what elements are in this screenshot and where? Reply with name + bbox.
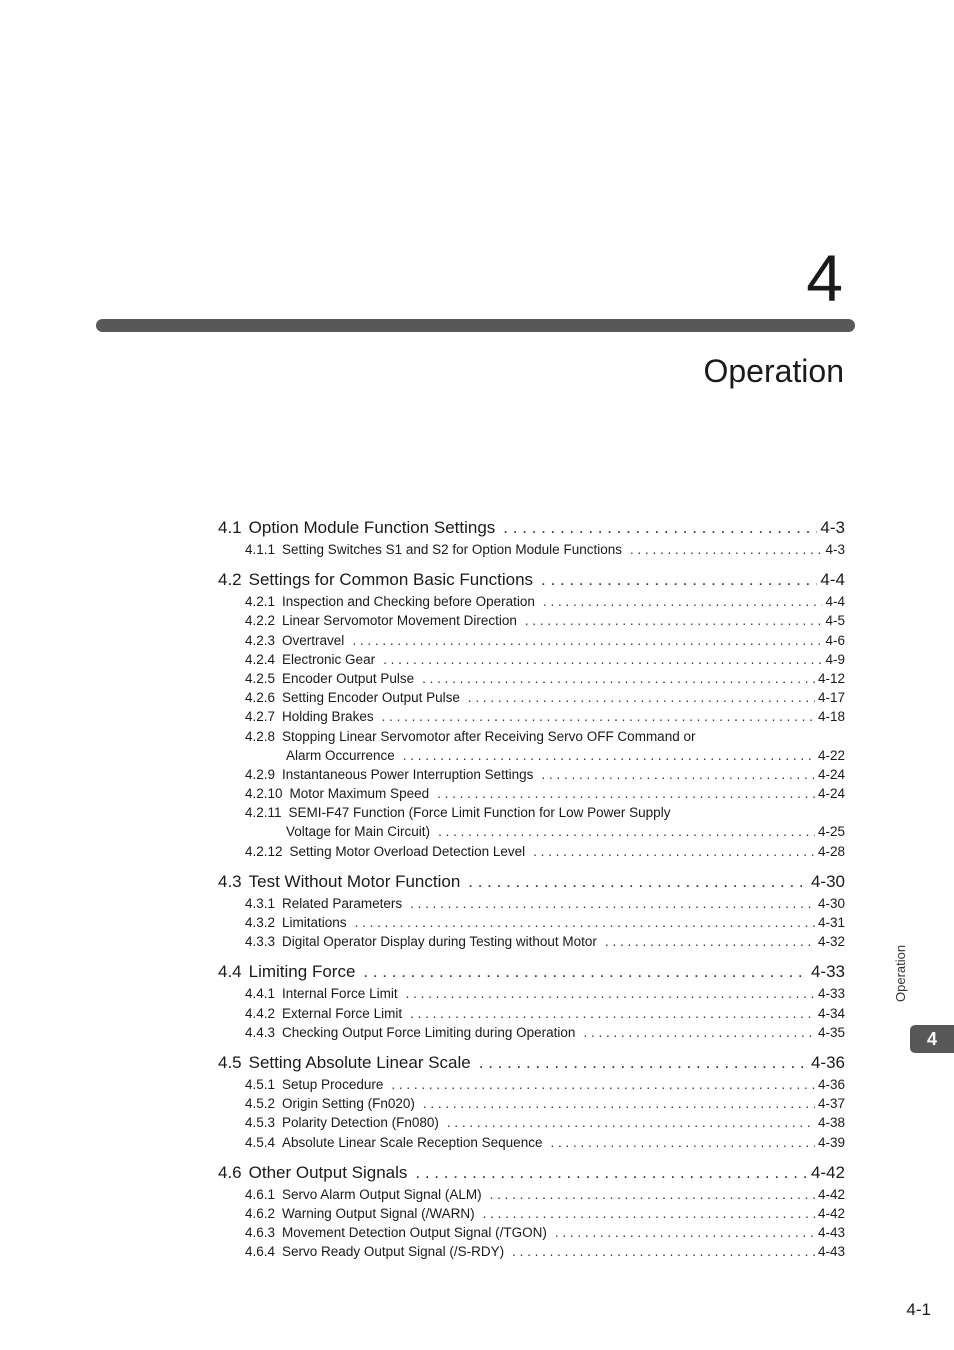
toc-subsection-number: 4.2.2 [245, 613, 276, 629]
toc-subsection-title: Servo Ready Output Signal (/S-RDY) [282, 1244, 505, 1260]
toc-subsection-title: Inspection and Checking before Operation [282, 594, 535, 610]
toc-subsection-entry[interactable] [218, 727, 845, 746]
toc-section [218, 959, 845, 1042]
toc-subsection-number: 4.4.1 [245, 986, 276, 1002]
page-number: 4-1 [906, 1300, 931, 1319]
toc-subsection-number: 4.6.1 [245, 1186, 276, 1202]
toc-subsection-page: 4-24 [817, 786, 845, 802]
toc-subsection-number: 4.2.5 [245, 670, 276, 686]
toc-section-page: 4-4 [820, 570, 845, 590]
dot-leader [422, 669, 815, 688]
toc-subsection-title: Movement Detection Output Signal (/TGON) [282, 1225, 547, 1241]
toc-subsection-title: Setting Encoder Output Pulse [282, 690, 460, 706]
dot-leader [479, 1050, 808, 1075]
dot-leader [415, 1160, 808, 1185]
dot-leader [605, 932, 815, 951]
toc-subsection-title: Polarity Detection (Fn080) [282, 1115, 439, 1131]
toc-section-number: 4.4 [218, 962, 242, 982]
toc-subsection-number: 4.5.3 [245, 1115, 276, 1131]
chapter-title: Operation [703, 353, 844, 389]
toc-section [218, 1050, 845, 1152]
toc-section-number: 4.6 [218, 1162, 242, 1182]
chapter-divider-bar [96, 319, 855, 332]
toc-subsection-entry[interactable] [218, 1204, 845, 1223]
toc-subsection-entry[interactable] [218, 1113, 845, 1132]
chapter-number: 4 [806, 241, 843, 315]
dot-leader [410, 894, 815, 913]
toc-subsection-entry[interactable] [218, 1223, 845, 1242]
toc-subsection-page: 4-42 [817, 1205, 845, 1221]
toc-subsection-page: 4-43 [817, 1244, 845, 1260]
dot-leader [533, 842, 815, 861]
dot-leader [541, 567, 817, 592]
toc-subsection-page: 4-30 [817, 895, 845, 911]
dot-leader [468, 869, 808, 894]
toc-section-title: Test Without Motor Function [248, 871, 461, 891]
toc-section-page: 4-36 [810, 1052, 845, 1072]
toc-subsection-title: Servo Alarm Output Signal (ALM) [282, 1186, 482, 1202]
toc-subsection-page: 4-24 [817, 766, 845, 782]
dot-leader [363, 959, 808, 984]
dot-leader [383, 650, 822, 669]
toc-subsection-entry[interactable] [218, 688, 845, 707]
toc-subsection-page: 4-43 [817, 1225, 845, 1241]
dot-leader [583, 1023, 815, 1042]
toc-subsection-entry[interactable] [218, 611, 845, 630]
toc-subsection-entry[interactable] [218, 1133, 845, 1152]
toc-section-page: 4-3 [820, 518, 845, 537]
toc-subsection-page: 4-32 [817, 934, 845, 950]
toc-subsection-entry[interactable] [218, 1185, 845, 1204]
toc-subsection-number: 4.2.3 [245, 632, 276, 648]
toc-subsection-title: Instantaneous Power Interruption Settings [282, 766, 534, 782]
toc-subsection-number: 4.3.2 [245, 915, 276, 930]
dot-leader [352, 631, 822, 650]
toc-subsection-page: 4-37 [817, 1096, 845, 1112]
dot-leader [382, 707, 815, 726]
dot-leader [406, 984, 815, 1003]
toc-subsection-number: 4.1.1 [245, 542, 276, 557]
toc-subsection-entry[interactable] [218, 1094, 845, 1113]
toc-subsection-number: 4.4.2 [245, 1005, 276, 1021]
toc-subsection-number: 4.2.7 [245, 709, 276, 725]
toc-subsection-continuation[interactable] [218, 746, 845, 765]
toc-subsection-page: 4-6 [825, 632, 845, 648]
dot-leader [355, 913, 815, 932]
toc-subsection-number: 4.2.4 [245, 651, 276, 667]
dot-leader [503, 515, 817, 540]
toc-subsection-title: Holding Brakes [282, 709, 374, 725]
toc-subsection-title: Setting Motor Overload Detection Level [289, 843, 526, 859]
toc-subsection-number: 4.6.3 [245, 1225, 276, 1241]
toc-subsection-entry[interactable] [218, 984, 845, 1003]
toc-subsection-page: 4-25 [817, 824, 845, 840]
toc-subsection-page: 4-28 [817, 843, 845, 859]
toc-section-entry[interactable] [218, 1050, 845, 1075]
toc-section-title: Settings for Common Basic Functions [248, 570, 534, 590]
toc-subsection-entry[interactable] [218, 913, 845, 932]
toc-subsection-title-continued: Alarm Occurrence [286, 747, 395, 763]
dot-leader [555, 1223, 815, 1242]
chapter-tab: 4 [910, 1025, 954, 1053]
toc-subsection-page: 4-35 [817, 1024, 845, 1040]
toc-subsection-title: Electronic Gear [282, 651, 376, 667]
toc-subsection-page: 4-22 [817, 747, 845, 763]
toc-subsection-entry[interactable] [218, 765, 845, 784]
toc-subsection-title: Motor Maximum Speed [289, 786, 430, 802]
toc-subsection-number: 4.5.2 [245, 1096, 276, 1112]
toc-section-page: 4-33 [810, 962, 845, 982]
toc-section-page: 4-30 [810, 871, 845, 891]
toc-section [218, 869, 845, 952]
toc-subsection-title: Overtravel [282, 632, 345, 648]
toc-subsection-number: 4.6.2 [245, 1205, 276, 1221]
toc-subsection-number: 4.2.6 [245, 690, 276, 706]
toc-subsection-title: Internal Force Limit [282, 986, 398, 1002]
toc-section-page: 4-42 [810, 1162, 845, 1182]
dot-leader [541, 765, 815, 784]
toc-subsection-title: Linear Servomotor Movement Direction [282, 613, 517, 629]
toc-subsection-entry[interactable] [218, 784, 845, 803]
toc-subsection-entry[interactable] [218, 650, 845, 669]
dot-leader [437, 784, 815, 803]
toc-section-number: 4.2 [218, 570, 242, 590]
toc-section-entry[interactable] [218, 515, 845, 540]
toc-subsection-page: 4-9 [825, 651, 845, 667]
toc-subsection-number: 4.3.1 [245, 895, 276, 911]
toc-section-entry[interactable] [218, 1160, 845, 1185]
toc-subsection-page: 4-34 [817, 1005, 845, 1021]
toc-subsection-number: 4.2.1 [245, 594, 276, 610]
toc-subsection-page: 4-38 [817, 1115, 845, 1131]
toc-subsection-continuation[interactable] [218, 822, 845, 841]
toc-subsection-title: Absolute Linear Scale Reception Sequence [282, 1134, 543, 1150]
toc-subsection-number: 4.5.1 [245, 1076, 276, 1092]
toc-subsection-page: 4-18 [817, 709, 845, 725]
toc-subsection-number: 4.2.11 [245, 805, 282, 821]
toc-subsection-entry[interactable] [218, 592, 845, 611]
toc-subsection-number: 4.2.10 [245, 786, 283, 802]
toc-subsection-title: Limitations [282, 915, 347, 930]
toc-subsection-number: 4.2.9 [245, 766, 276, 782]
dot-leader [410, 1004, 815, 1023]
toc-subsection-title: Encoder Output Pulse [282, 670, 415, 686]
toc-section-number: 4.3 [218, 871, 242, 891]
toc-subsection-entry[interactable] [218, 540, 845, 559]
dot-leader [512, 1242, 815, 1261]
toc-section-entry[interactable] [218, 567, 845, 592]
toc-subsection-entry[interactable] [218, 707, 845, 726]
toc-subsection-entry[interactable] [218, 1075, 845, 1094]
toc-subsection-page: 4-4 [825, 594, 845, 610]
toc-subsection-title: Digital Operator Display during Testing without Motor [282, 934, 597, 950]
toc-section-number: 4.1 [218, 518, 242, 537]
toc-subsection-entry[interactable] [218, 1023, 845, 1042]
toc-subsection-entry[interactable] [218, 842, 845, 861]
toc-subsection-title: Origin Setting (Fn020) [282, 1096, 415, 1112]
toc-subsection-page: 4-3 [825, 542, 845, 557]
toc-section-entry[interactable] [218, 959, 845, 984]
table-of-contents [218, 515, 845, 1269]
dot-leader [423, 1094, 815, 1113]
toc-section-number: 4.5 [218, 1052, 242, 1072]
toc-subsection-title: Setting Switches S1 and S2 for Option Module Functions [282, 542, 622, 557]
toc-section-title: Option Module Function Settings [248, 518, 496, 537]
toc-subsection-page: 4-5 [825, 613, 845, 629]
dot-leader [525, 611, 823, 630]
toc-subsection-entry[interactable] [218, 932, 845, 951]
dot-leader [391, 1075, 815, 1094]
toc-subsection-page: 4-33 [817, 986, 845, 1002]
dot-leader [403, 746, 815, 765]
toc-subsection-page: 4-39 [817, 1134, 845, 1150]
toc-subsection-title: Setup Procedure [282, 1076, 384, 1092]
toc-section-title: Limiting Force [248, 962, 356, 982]
toc-subsection-number: 4.2.12 [245, 843, 283, 859]
toc-subsection-title: Warning Output Signal (/WARN) [282, 1205, 475, 1221]
toc-subsection-entry[interactable] [218, 803, 845, 822]
toc-subsection-entry[interactable] [218, 894, 845, 913]
toc-subsection-number: 4.4.3 [245, 1024, 276, 1040]
dot-leader [550, 1133, 815, 1152]
toc-subsection-entry[interactable] [218, 1004, 845, 1023]
toc-section [218, 1160, 845, 1262]
dot-leader [490, 1185, 815, 1204]
toc-subsection-number: 4.3.3 [245, 934, 276, 950]
dot-leader [438, 822, 815, 841]
toc-subsection-title-continued: Voltage for Main Circuit) [286, 824, 431, 840]
dot-leader [543, 592, 823, 611]
toc-subsection-title: SEMI-F47 Function (Force Limit Function for Low Power Supply [288, 805, 671, 821]
toc-subsection-number: 4.6.4 [245, 1244, 276, 1260]
dot-leader [630, 540, 823, 559]
dot-leader [468, 688, 815, 707]
toc-subsection-number: 4.5.4 [245, 1134, 276, 1150]
toc-subsection-page: 4-17 [817, 690, 845, 706]
toc-subsection-title: Checking Output Force Limiting during Operation [282, 1024, 576, 1040]
toc-subsection-number: 4.2.8 [245, 728, 276, 744]
toc-section [218, 567, 845, 861]
toc-subsection-page: 4-31 [817, 915, 845, 930]
toc-subsection-page: 4-36 [817, 1076, 845, 1092]
toc-subsection-title: External Force Limit [282, 1005, 403, 1021]
dot-leader [447, 1113, 815, 1132]
side-section-label: Operation [893, 944, 908, 1002]
toc-section-title: Other Output Signals [248, 1162, 408, 1182]
toc-subsection-page: 4-42 [817, 1186, 845, 1202]
toc-subsection-title: Related Parameters [282, 895, 403, 911]
dot-leader [483, 1204, 815, 1223]
toc-subsection-entry[interactable] [218, 1242, 845, 1261]
toc-section-entry[interactable] [218, 869, 845, 894]
toc-section [218, 515, 845, 559]
toc-subsection-entry[interactable] [218, 631, 845, 650]
toc-subsection-page: 4-12 [817, 670, 845, 686]
toc-subsection-title: Stopping Linear Servomotor after Receiving Servo OFF Command or [282, 728, 696, 744]
toc-subsection-entry[interactable] [218, 669, 845, 688]
toc-section-title: Setting Absolute Linear Scale [248, 1052, 471, 1072]
